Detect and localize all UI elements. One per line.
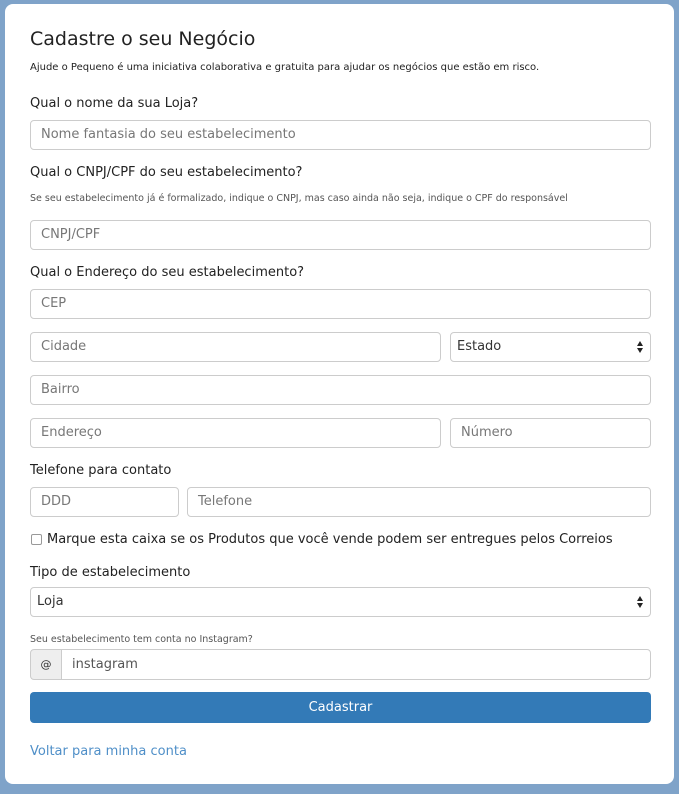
register-card: [5, 4, 674, 784]
establishment-type-label: Tipo de estabelecimento: [30, 565, 191, 580]
document-input[interactable]: CNPJ/CPF: [30, 220, 651, 250]
street-input[interactable]: Endereço: [30, 418, 441, 448]
submit-button[interactable]: Cadastrar: [30, 692, 651, 723]
select-arrows-icon: [637, 595, 644, 609]
state-select-value: Estado: [457, 339, 502, 354]
ddd-input[interactable]: DDD: [30, 487, 179, 517]
number-input[interactable]: Número: [450, 418, 651, 448]
back-to-account-link[interactable]: Voltar para minha conta: [30, 744, 187, 759]
document-help: Se seu estabelecimento já é formalizado, indique o CNPJ, mas caso ainda não seja, indique o CPF do responsável: [30, 193, 568, 204]
store-name-label: Qual o nome da sua Loja?: [30, 96, 199, 111]
address-label: Qual o Endereço do seu estabelecimento?: [30, 265, 305, 280]
correios-checkbox-label[interactable]: Marque esta caixa se os Produtos que você vende podem ser entregues pelos Correios: [47, 532, 613, 547]
establishment-type-value: Loja: [37, 594, 64, 609]
neighborhood-input[interactable]: Bairro: [30, 375, 651, 405]
cep-input[interactable]: CEP: [30, 289, 651, 319]
document-label: Qual o CNPJ/CPF do seu estabelecimento?: [30, 165, 303, 180]
establishment-type-select[interactable]: [30, 587, 651, 617]
page-subtitle: Ajude o Pequeno é uma iniciativa colaborativa e gratuita para ajudar os negócios que estão em risco.: [30, 62, 540, 73]
instagram-help: Seu estabelecimento tem conta no Instagram?: [30, 634, 253, 645]
store-name-input[interactable]: Nome fantasia do seu estabelecimento: [30, 120, 651, 150]
city-input[interactable]: Cidade: [30, 332, 441, 362]
at-sign-addon: @: [30, 649, 62, 680]
state-select[interactable]: [450, 332, 651, 362]
instagram-input[interactable]: instagram: [61, 649, 651, 680]
phone-input[interactable]: Telefone: [187, 487, 651, 517]
select-arrows-icon: [637, 340, 644, 354]
correios-checkbox[interactable]: [31, 534, 42, 545]
page-title: Cadastre o seu Negócio: [30, 28, 256, 50]
phone-label: Telefone para contato: [30, 463, 172, 478]
